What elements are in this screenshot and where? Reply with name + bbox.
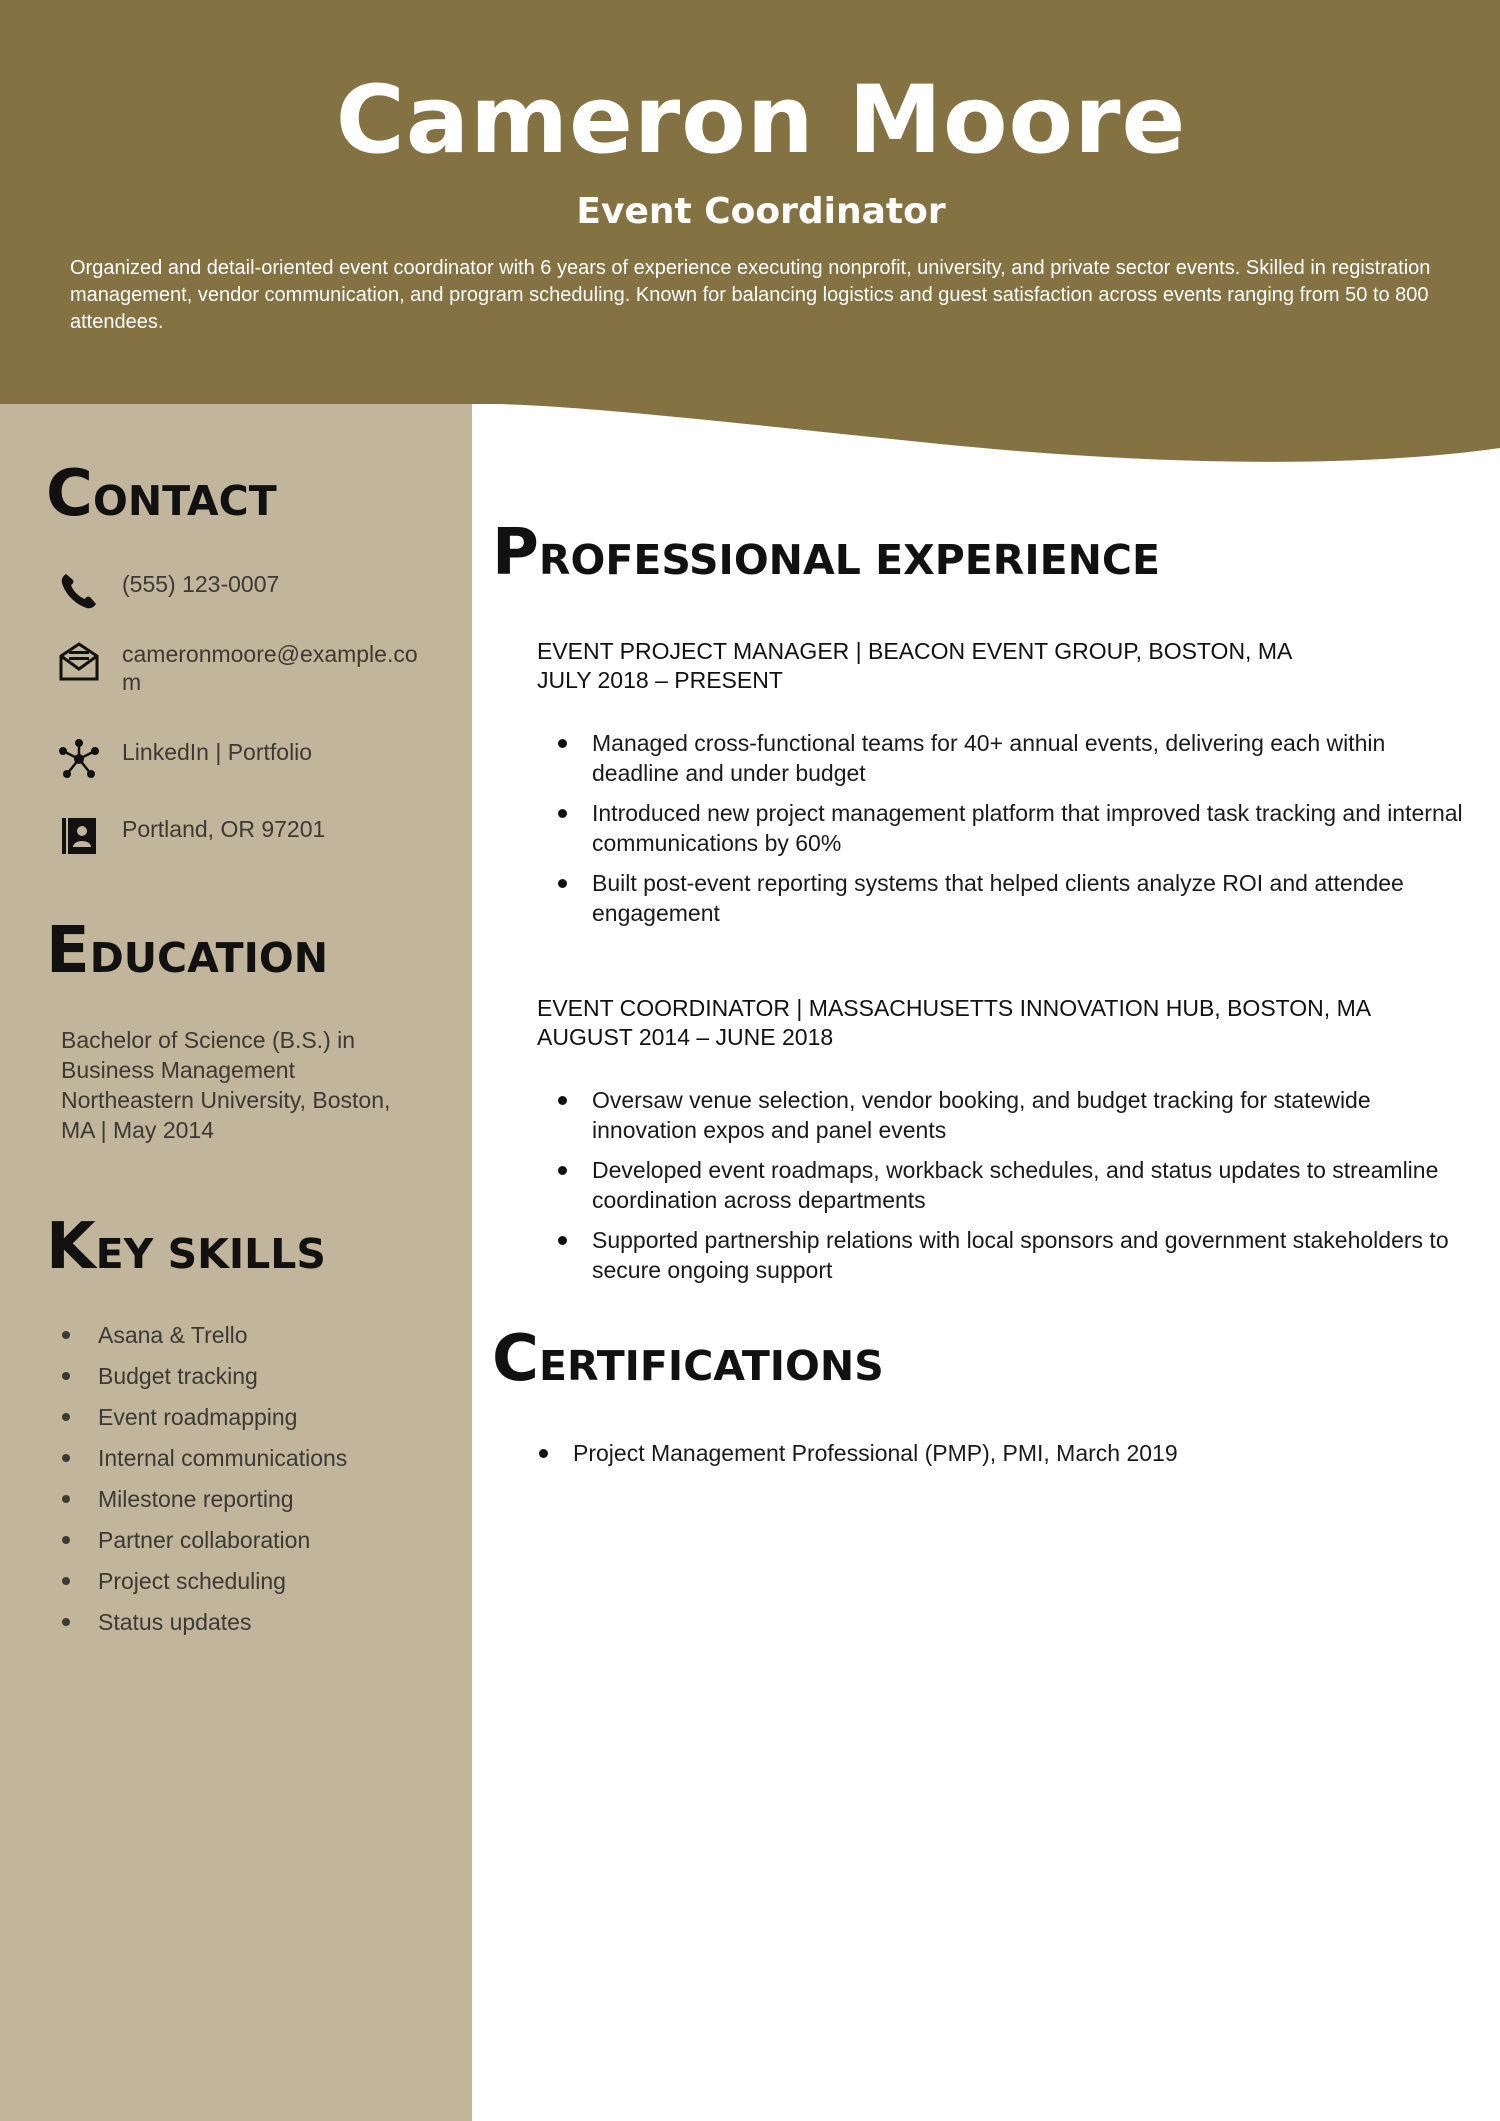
skill-item: Status updates xyxy=(62,1608,347,1649)
address-book-icon xyxy=(58,815,100,857)
envelope-icon xyxy=(58,640,100,682)
job-bullet: Built post-event reporting systems that helped clients analyze ROI and attendee engagement xyxy=(537,868,1477,928)
contact-links-row[interactable] xyxy=(58,738,430,780)
skill-item: Budget tracking xyxy=(62,1362,347,1403)
education-entry xyxy=(61,1025,421,1145)
contact-email: cameronmoore@example.com xyxy=(122,641,418,695)
phone-icon xyxy=(58,570,100,612)
contact-location-row[interactable] xyxy=(58,815,430,857)
header-band xyxy=(0,0,1500,404)
certifications-title: CERTIFICATIONS xyxy=(492,1322,884,1396)
skill-item: Asana & Trello xyxy=(62,1321,347,1362)
education-school: Northeastern University, Boston, xyxy=(61,1087,391,1113)
certifications-list xyxy=(537,1438,1477,1468)
job-bullets xyxy=(537,1085,1477,1285)
skills-title: KEY SKILLS xyxy=(46,1210,326,1284)
contact-links: LinkedIn | Portfolio xyxy=(122,739,313,765)
education-degree: Bachelor of Science (B.S.) in xyxy=(61,1027,356,1053)
job-entry xyxy=(537,637,1477,938)
contact-phone: (555) 123-0007 xyxy=(122,571,280,597)
job-bullet: Developed event roadmaps, workback schedules, and status updates to streamline coordination across departments xyxy=(537,1155,1477,1215)
certification-item: Project Management Professional (PMP), PMI, March 2019 xyxy=(537,1438,1477,1468)
contact-title: CONTACT xyxy=(46,457,277,531)
job-bullets xyxy=(537,728,1477,928)
education-date: MA | May 2014 xyxy=(61,1117,214,1143)
skill-item: Event roadmapping xyxy=(62,1403,347,1444)
job-dates: AUGUST 2014 – JUNE 2018 xyxy=(537,1024,834,1050)
education-major: Business Management xyxy=(61,1057,295,1083)
job-bullet: Oversaw venue selection, vendor booking, and budget tracking for statewide innovation expos and panel events xyxy=(537,1085,1477,1145)
profile-summary: Organized and detail-oriented event coordinator with 6 years of experience executing nonprofit, university, and private sector events. Skilled in registration management, vendor communication, and program scheduling. Known for balancing logistics and guest satisfaction across events ranging from 50 to 800 attendees. xyxy=(70,257,1431,333)
job-title: EVENT COORDINATOR | MASSACHUSETTS INNOVATION HUB, BOSTON, MA xyxy=(537,995,1372,1021)
experience-title: PROFESSIONAL EXPERIENCE xyxy=(492,516,1161,590)
candidate-name: Cameron Moore xyxy=(335,66,1187,175)
job-entry xyxy=(537,994,1477,1295)
contact-phone-row[interactable] xyxy=(58,570,430,612)
job-bullet: Introduced new project management platform that improved task tracking and internal communications by 60% xyxy=(537,798,1477,858)
network-icon xyxy=(58,738,100,780)
skill-item: Milestone reporting xyxy=(62,1485,347,1526)
job-bullet: Supported partnership relations with local sponsors and government stakeholders to secure ongoing support xyxy=(537,1225,1477,1285)
job-title: EVENT PROJECT MANAGER | BEACON EVENT GROUP, BOSTON, MA xyxy=(537,638,1293,664)
job-dates: JULY 2018 – PRESENT xyxy=(537,667,783,693)
contact-location: Portland, OR 97201 xyxy=(122,816,326,842)
skill-item: Partner collaboration xyxy=(62,1526,347,1567)
skill-item: Project scheduling xyxy=(62,1567,347,1608)
candidate-role: Event Coordinator xyxy=(576,191,946,232)
job-bullet: Managed cross-functional teams for 40+ annual events, delivering each within deadline and under budget xyxy=(537,728,1477,788)
contact-email-row[interactable] xyxy=(58,640,430,696)
skill-item: Internal communications xyxy=(62,1444,347,1485)
skills-list xyxy=(62,1321,347,1649)
education-title: EDUCATION xyxy=(46,914,329,988)
